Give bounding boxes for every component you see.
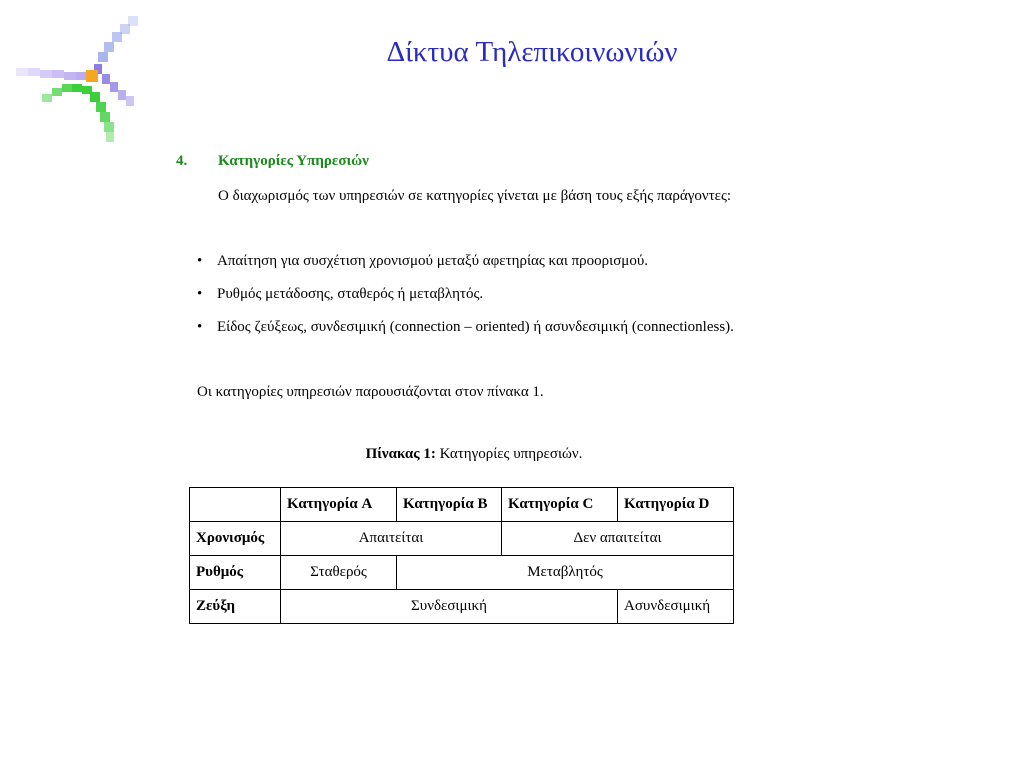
- table-cell: Δεν απαιτείται: [502, 522, 734, 556]
- section-title: Κατηγορίες Υπηρεσιών: [218, 153, 369, 169]
- bullet-icon: •: [197, 319, 203, 335]
- table-row: [190, 590, 734, 624]
- list-item: [197, 245, 793, 278]
- table-cell: Μεταβλητός: [397, 556, 734, 590]
- bullet-icon: •: [197, 253, 203, 269]
- table-cell: Σταθερός: [281, 556, 397, 590]
- table-cell: Απαιτείται: [281, 522, 502, 556]
- row-header: Ζεύξη: [190, 590, 281, 624]
- categories-table: [189, 487, 734, 624]
- list-item: [197, 311, 793, 344]
- table-corner-cell: [190, 488, 281, 522]
- column-header: Κατηγορία C: [502, 488, 618, 522]
- table-row: [190, 522, 734, 556]
- slide-title: Δίκτυα Τηλεπικοινωνιών: [386, 36, 678, 68]
- table-cell: Συνδεσιμική: [281, 590, 618, 624]
- table-header-row: [190, 488, 734, 522]
- starburst-logo-icon: [10, 10, 150, 150]
- row-header: Ρυθμός: [190, 556, 281, 590]
- outro-paragraph: Οι κατηγορίες υπηρεσιών παρουσιάζονται στον πίνακα 1.: [197, 384, 544, 400]
- bullet-text: Ρυθμός μετάδοσης, σταθερός ή μεταβλητός.: [217, 286, 484, 302]
- list-item: [197, 278, 793, 311]
- table-caption-text: Κατηγορίες υπηρεσιών.: [435, 446, 583, 462]
- bullet-text: Είδος ζεύξεως, συνδεσιμική (connection – oriented) ή ασυνδεσιμική (connectionless).: [217, 319, 734, 335]
- table-cell: Ασυνδεσιμική: [618, 590, 734, 624]
- section-number: 4.: [176, 153, 188, 169]
- intro-paragraph: Ο διαχωρισμός των υπηρεσιών σε κατηγορίες γίνεται με βάση τους εξής παράγοντες:: [218, 188, 732, 204]
- column-header: Κατηγορία B: [397, 488, 502, 522]
- bullet-text: Απαίτηση για συσχέτιση χρονισμού μεταξύ αφετηρίας και προορισμού.: [217, 253, 648, 269]
- table-row: [190, 556, 734, 590]
- table-caption-label: Πίνακας 1:: [365, 446, 436, 462]
- bullet-icon: •: [197, 286, 203, 302]
- column-header: Κατηγορία A: [281, 488, 397, 522]
- section-heading: [176, 153, 369, 170]
- table-caption: [0, 446, 986, 463]
- column-header: Κατηγορία D: [618, 488, 734, 522]
- row-header: Χρονισμός: [190, 522, 281, 556]
